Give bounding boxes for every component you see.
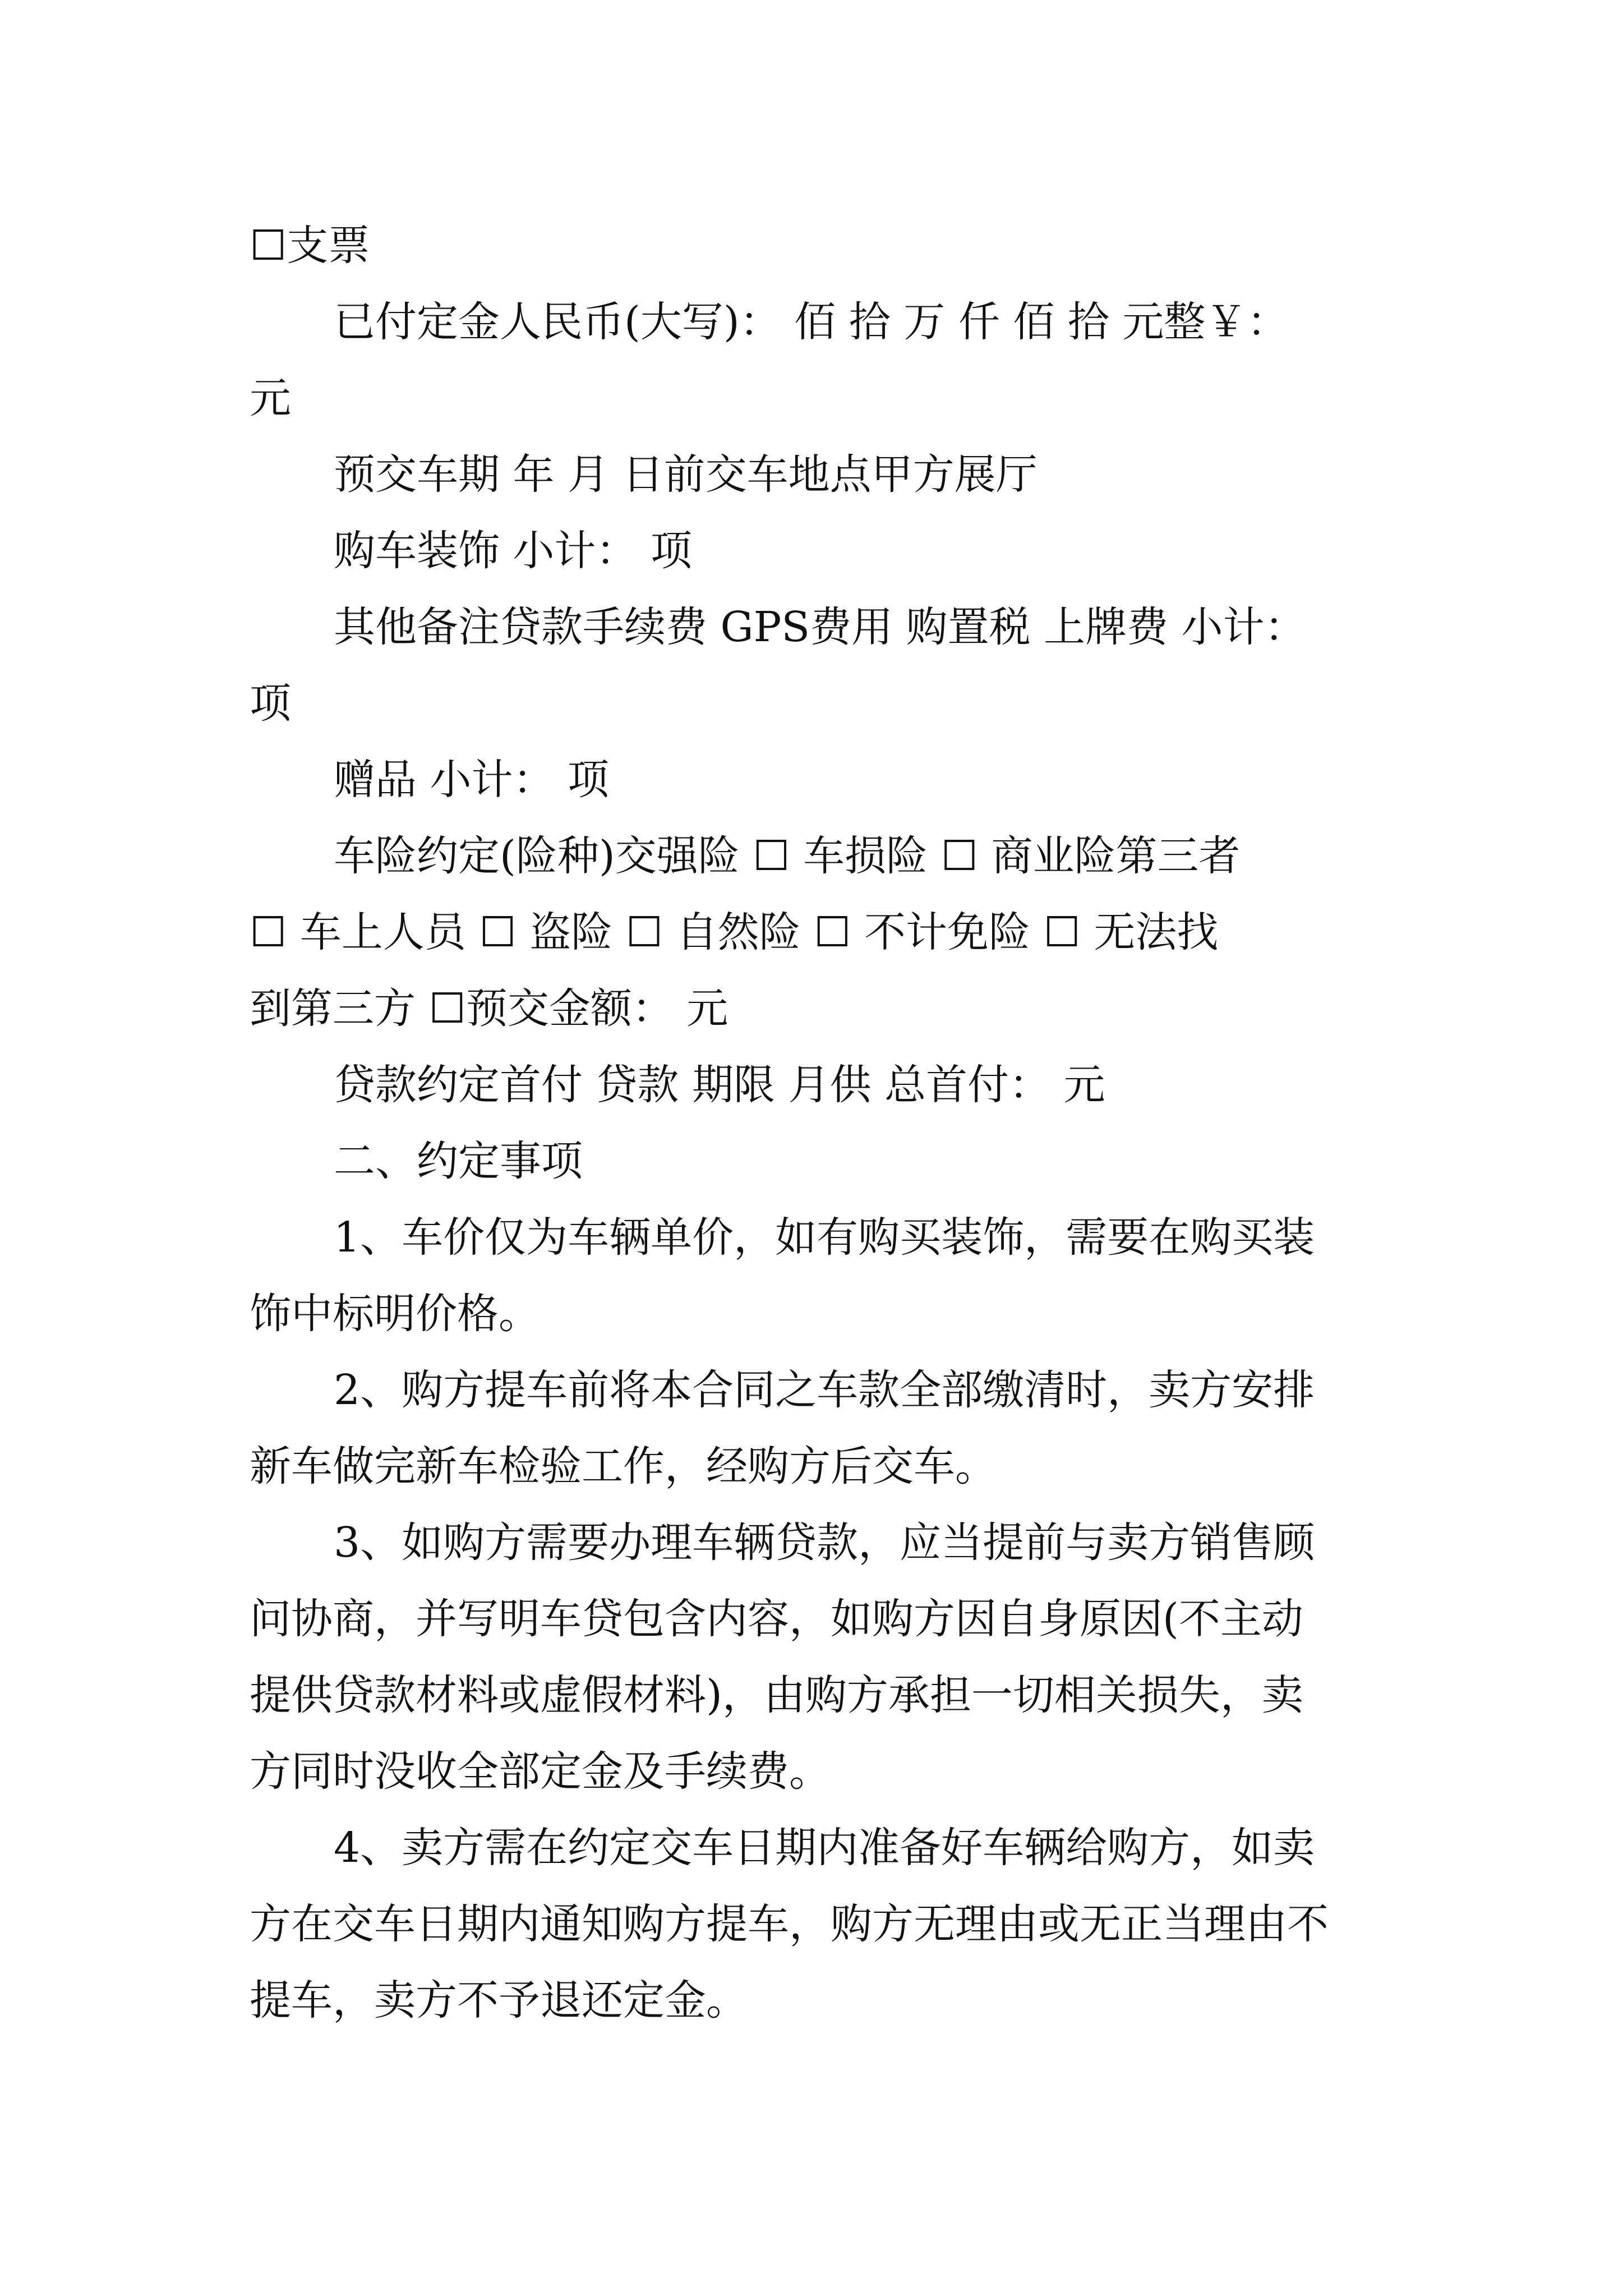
line-deposit-paid: 已付定金人民币(大写)： 佰 拾 万 仟 佰 拾 元整￥： xyxy=(334,298,1289,346)
clause-1-line-1: 1、车价仅为车辆单价，如有购买装饰，需要在购买装 xyxy=(334,1213,1315,1262)
line-insurance-2: ☐ 车上人员 ☐ 盗险 ☐ 自然险 ☐ 不计免险 ☐ 无法找 xyxy=(250,908,1219,956)
section-heading-agreed-items: 二、约定事项 xyxy=(334,1137,583,1185)
line-deposit-unit: 元 xyxy=(250,374,291,422)
line-insurance-1: 车险约定(险种)交强险 ☐ 车损险 ☐ 商业险第三者 xyxy=(334,832,1241,880)
clause-3-line-2: 问协商，并写明车贷包含内容，如购方因自身原因(不主动 xyxy=(250,1595,1303,1643)
clause-3-line-3: 提供贷款材料或虚假材料)，由购方承担一切相关损失，卖 xyxy=(250,1671,1303,1719)
line-loan-terms: 贷款约定首付 贷款 期限 月供 总首付： 元 xyxy=(334,1061,1105,1109)
document-body xyxy=(250,208,1382,2039)
clause-4-line-1: 4、卖方需在约定交车日期内准备好车辆给购方，如卖 xyxy=(334,1824,1315,1872)
line-delivery-date: 预交车期 年 月 日前交车地点甲方展厅 xyxy=(334,450,1038,499)
clause-4-line-2: 方在交车日期内通知购方提车，购方无理由或无正当理由不 xyxy=(250,1900,1329,1948)
line-insurance-3: 到第三方 ☐预交金额： 元 xyxy=(250,984,728,1033)
clause-2-line-2: 新车做完新车检验工作，经购方后交车。 xyxy=(250,1442,997,1490)
clause-3-line-1: 3、如购方需要办理车辆贷款，应当提前与卖方销售顾 xyxy=(334,1519,1315,1567)
line-decoration: 购车装饰 小计： 项 xyxy=(334,527,693,575)
line-gifts: 赠品 小计： 项 xyxy=(334,756,610,804)
line-other-notes: 其他备注贷款手续费 GPS费用 购置税 上牌费 小计： xyxy=(334,603,1306,651)
clause-4-line-3: 提车，卖方不予退还定金。 xyxy=(250,1976,748,2024)
clause-1-line-2: 饰中标明价格。 xyxy=(250,1290,540,1338)
clause-3-line-4: 方同时没收全部定金及手续费。 xyxy=(250,1747,831,1796)
line-cheque-option: ☐支票 xyxy=(250,222,370,270)
clause-2-line-1: 2、购方提车前将本合同之车款全部缴清时，卖方安排 xyxy=(334,1366,1315,1414)
line-other-notes-unit: 项 xyxy=(250,679,291,728)
